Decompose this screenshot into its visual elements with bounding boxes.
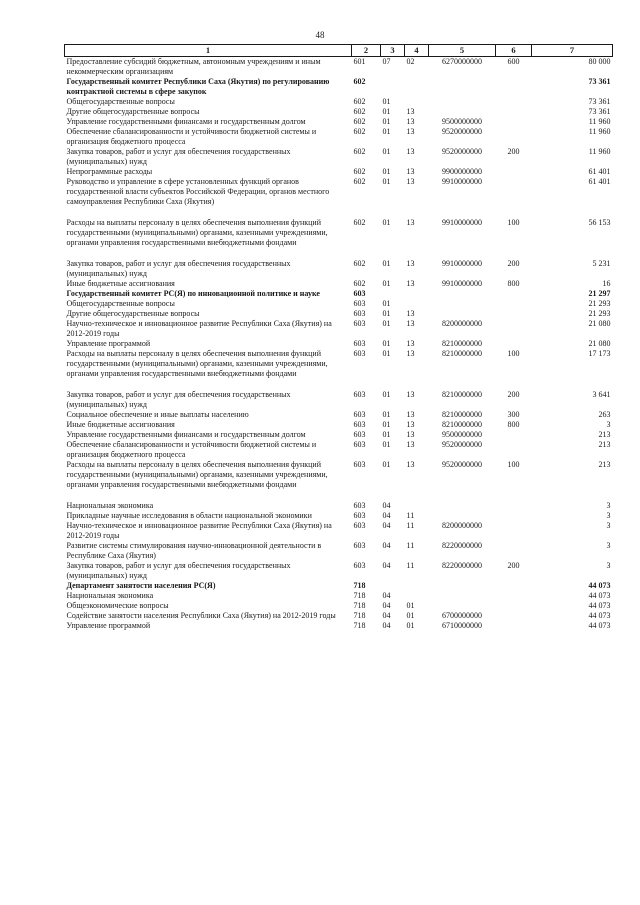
row-code-subsection: 11 xyxy=(406,521,415,530)
row-amount: 73 361 xyxy=(588,77,611,86)
row-code-subsection xyxy=(405,581,429,591)
row-code-target xyxy=(429,601,496,611)
header-col-5: 5 xyxy=(429,45,496,57)
row-amount: 3 xyxy=(606,420,611,429)
row-code-subsection: 13 xyxy=(406,349,415,358)
table-row xyxy=(65,591,613,601)
table-row xyxy=(65,581,613,591)
row-amount: 44 073 xyxy=(588,601,611,610)
row-code-type: 200 xyxy=(507,390,520,399)
row-amount: 3 xyxy=(606,521,611,530)
row-name: Закупка товаров, работ и услуг для обеспечения государственных (муниципальных) нужд xyxy=(66,147,291,166)
row-name: Прикладные научные исследования в области национальной экономики xyxy=(66,511,312,520)
table-row xyxy=(65,541,613,561)
row-code-section: 01 xyxy=(382,127,391,136)
table-row xyxy=(65,561,613,581)
row-amount: 5 231 xyxy=(592,259,611,268)
row-code-type xyxy=(496,77,532,97)
table-row xyxy=(65,410,613,420)
row-code-subsection xyxy=(405,299,429,309)
row-code-admin: 602 xyxy=(353,279,366,288)
table-row xyxy=(65,167,613,177)
row-name: Управление программой xyxy=(66,621,151,630)
row-code-type: 800 xyxy=(507,279,520,288)
row-code-type xyxy=(496,501,532,511)
row-code-type: 300 xyxy=(507,410,520,419)
row-amount: 44 073 xyxy=(588,581,611,590)
row-name: Иные бюджетные ассигнования xyxy=(66,420,175,429)
row-code-section: 07 xyxy=(382,57,391,66)
table-row xyxy=(65,501,613,511)
row-code-section: 01 xyxy=(382,117,391,126)
row-code-admin: 603 xyxy=(353,299,366,308)
table-row xyxy=(65,289,613,299)
row-code-type: 200 xyxy=(507,147,520,156)
row-code-subsection: 13 xyxy=(406,390,415,399)
table-row xyxy=(65,97,613,107)
row-name: Обеспечение сбалансированности и устойчивости бюджетной системы и организация бюджетного процесса xyxy=(66,440,317,459)
row-code-admin: 718 xyxy=(353,591,366,600)
row-code-target: 9520000000 xyxy=(442,127,482,136)
row-code-target: 6710000000 xyxy=(442,621,482,630)
row-code-subsection: 01 xyxy=(406,611,415,620)
row-name: Общеэкономические вопросы xyxy=(66,601,169,610)
row-code-admin: 718 xyxy=(353,621,366,630)
row-amount: 213 xyxy=(598,460,611,469)
row-amount: 21 080 xyxy=(588,319,611,328)
row-code-subsection xyxy=(405,591,429,601)
row-code-target xyxy=(429,501,496,511)
table-row xyxy=(65,259,613,279)
row-code-admin: 603 xyxy=(353,309,366,318)
table-row xyxy=(65,177,613,218)
row-amount: 11 960 xyxy=(588,127,611,136)
row-name: Непрограммные расходы xyxy=(66,167,153,176)
row-code-type: 100 xyxy=(507,218,520,227)
row-name: Общегосударственные вопросы xyxy=(66,299,175,308)
table-row xyxy=(65,299,613,309)
row-code-admin: 603 xyxy=(353,420,366,429)
row-code-type xyxy=(496,177,532,218)
row-code-target: 8210000000 xyxy=(442,349,482,358)
row-code-target: 6700000000 xyxy=(442,611,482,620)
row-code-subsection: 13 xyxy=(406,147,415,156)
row-code-target: 8200000000 xyxy=(442,521,482,530)
row-code-admin: 603 xyxy=(353,410,366,419)
row-amount: 61 401 xyxy=(588,177,611,186)
row-code-section: 01 xyxy=(382,319,391,328)
row-code-admin: 603 xyxy=(353,319,366,328)
row-code-type xyxy=(496,581,532,591)
row-code-subsection: 13 xyxy=(406,440,415,449)
row-code-target: 9910000000 xyxy=(442,218,482,227)
row-amount: 3 xyxy=(606,511,611,520)
row-code-section: 01 xyxy=(382,410,391,419)
row-code-type xyxy=(496,591,532,601)
row-code-target: 9520000000 xyxy=(442,440,482,449)
row-amount: 21 297 xyxy=(588,289,611,298)
row-code-type xyxy=(496,289,532,299)
row-code-subsection: 13 xyxy=(406,117,415,126)
row-name: Закупка товаров, работ и услуг для обеспечения государственных (муниципальных) нужд xyxy=(66,561,291,580)
page-number: 48 xyxy=(315,30,325,40)
row-amount: 80 000 xyxy=(588,57,611,66)
row-name: Управление государственными финансами и государственным долгом xyxy=(66,117,306,126)
row-code-admin: 603 xyxy=(353,521,366,530)
row-code-type: 200 xyxy=(507,561,520,570)
row-name: Национальная экономика xyxy=(66,501,154,510)
row-code-target: 9910000000 xyxy=(442,177,482,186)
row-code-section: 01 xyxy=(382,97,391,106)
row-code-admin: 718 xyxy=(353,611,366,620)
row-amount: 44 073 xyxy=(588,611,611,620)
row-code-subsection xyxy=(405,501,429,511)
row-code-target: 9520000000 xyxy=(442,460,482,469)
row-code-section: 01 xyxy=(382,299,391,308)
row-code-section: 01 xyxy=(382,349,391,358)
table-row xyxy=(65,349,613,390)
row-code-admin: 603 xyxy=(353,511,366,520)
row-code-admin: 602 xyxy=(353,218,366,227)
row-code-type xyxy=(496,97,532,107)
row-code-section: 01 xyxy=(382,430,391,439)
row-code-admin: 602 xyxy=(353,97,366,106)
row-code-type: 600 xyxy=(507,57,520,66)
row-code-target: 8200000000 xyxy=(442,319,482,328)
row-amount: 213 xyxy=(598,430,611,439)
row-amount: 11 960 xyxy=(588,117,611,126)
row-code-type xyxy=(496,430,532,440)
row-code-subsection: 13 xyxy=(406,167,415,176)
row-code-section: 01 xyxy=(382,218,391,227)
table-row xyxy=(65,279,613,289)
header-col-6: 6 xyxy=(496,45,532,57)
row-code-section: 01 xyxy=(382,420,391,429)
table-row xyxy=(65,107,613,117)
row-name: Общегосударственные вопросы xyxy=(66,97,175,106)
row-code-target: 8220000000 xyxy=(442,561,482,570)
row-name: Предоставление субсидий бюджетным, автономным учреждениям и иным некоммерческим организациям xyxy=(66,57,321,76)
row-code-subsection xyxy=(405,97,429,107)
row-code-type xyxy=(496,107,532,117)
row-amount: 21 293 xyxy=(588,309,611,318)
row-amount: 213 xyxy=(598,440,611,449)
row-code-section: 04 xyxy=(382,591,391,600)
row-code-target: 8210000000 xyxy=(442,339,482,348)
table-header xyxy=(65,45,613,57)
table-row xyxy=(65,430,613,440)
row-code-admin: 602 xyxy=(353,117,366,126)
row-code-type xyxy=(496,127,532,147)
row-code-subsection: 13 xyxy=(406,339,415,348)
row-code-admin: 603 xyxy=(353,501,366,510)
row-code-target xyxy=(429,309,496,319)
row-code-subsection xyxy=(405,289,429,299)
row-amount: 16 xyxy=(602,279,611,288)
row-code-target: 9900000000 xyxy=(442,167,482,176)
row-code-target xyxy=(429,511,496,521)
row-code-section: 01 xyxy=(382,107,391,116)
row-code-admin: 602 xyxy=(353,127,366,136)
row-code-subsection: 02 xyxy=(406,57,415,66)
row-amount: 21 080 xyxy=(588,339,611,348)
row-code-type xyxy=(496,309,532,319)
row-code-target: 9500000000 xyxy=(442,430,482,439)
row-code-admin: 718 xyxy=(353,601,366,610)
table-row xyxy=(65,127,613,147)
row-name: Управление программой xyxy=(66,339,151,348)
row-code-target xyxy=(429,107,496,117)
row-code-subsection: 13 xyxy=(406,460,415,469)
row-code-subsection xyxy=(405,77,429,97)
row-code-type xyxy=(496,611,532,621)
header-row xyxy=(65,45,613,57)
row-code-type xyxy=(496,319,532,339)
row-code-subsection: 13 xyxy=(406,218,415,227)
row-code-subsection: 01 xyxy=(406,621,415,630)
row-code-section: 04 xyxy=(382,501,391,510)
row-code-type xyxy=(496,601,532,611)
table-row xyxy=(65,319,613,339)
row-amount: 44 073 xyxy=(588,621,611,630)
row-code-admin: 603 xyxy=(353,430,366,439)
row-code-subsection: 13 xyxy=(406,127,415,136)
row-code-type xyxy=(496,299,532,309)
row-code-target xyxy=(429,299,496,309)
table-row xyxy=(65,117,613,127)
row-code-section: 01 xyxy=(382,177,391,186)
table-row xyxy=(65,601,613,611)
table-row xyxy=(65,390,613,410)
row-amount: 3 641 xyxy=(592,390,611,399)
table-row xyxy=(65,440,613,460)
row-code-type: 100 xyxy=(507,460,520,469)
row-code-type: 200 xyxy=(507,259,520,268)
row-code-admin: 602 xyxy=(353,147,366,156)
row-name: Обеспечение сбалансированности и устойчивости бюджетной системы и организация бюджетного процесса xyxy=(66,127,317,146)
row-code-type xyxy=(496,621,532,631)
row-code-section: 04 xyxy=(382,541,391,550)
row-code-target: 8210000000 xyxy=(442,420,482,429)
row-name: Национальная экономика xyxy=(66,591,154,600)
row-name: Развитие системы стимулирования научно-инновационной деятельности в Республике Саха (Якутия) xyxy=(66,541,322,560)
row-name: Расходы на выплаты персоналу в целях обеспечения выполнения функций государственными (муниципальными) органами, казенными учреждениями, органами управления государственными внебюджетными фондами xyxy=(66,349,328,378)
row-code-section: 04 xyxy=(382,521,391,530)
row-name: Другие общегосударственные вопросы xyxy=(66,309,200,318)
row-name: Иные бюджетные ассигнования xyxy=(66,279,175,288)
row-name: Закупка товаров, работ и услуг для обеспечения государственных (муниципальных) нужд xyxy=(66,390,291,409)
row-code-target: 8210000000 xyxy=(442,390,482,399)
row-code-subsection: 13 xyxy=(406,107,415,116)
row-code-section: 01 xyxy=(382,440,391,449)
row-amount: 21 293 xyxy=(588,299,611,308)
row-name: Социальное обеспечение и иные выплаты населению xyxy=(66,410,249,419)
row-name: Содействие занятости населения Республики Саха (Якутия) на 2012-2019 годы xyxy=(66,611,336,620)
row-code-admin: 602 xyxy=(353,259,366,268)
table-row xyxy=(65,460,613,501)
row-amount: 73 361 xyxy=(588,97,611,106)
header-col-4: 4 xyxy=(405,45,429,57)
row-code-subsection: 13 xyxy=(406,279,415,288)
row-code-subsection: 11 xyxy=(406,561,415,570)
row-code-section: 04 xyxy=(382,511,391,520)
row-code-section: 04 xyxy=(382,601,391,610)
row-code-admin: 718 xyxy=(353,581,366,590)
row-amount: 263 xyxy=(598,410,611,419)
row-code-target xyxy=(429,289,496,299)
row-code-target: 6270000000 xyxy=(442,57,482,66)
row-code-target: 9910000000 xyxy=(442,259,482,268)
row-code-admin: 603 xyxy=(353,339,366,348)
budget-table xyxy=(64,44,613,631)
row-name: Расходы на выплаты персоналу в целях обеспечения выполнения функций государственными (муниципальными) органами, казенными учреждениями, органами управления государственными внебюджетными фондами xyxy=(66,460,328,489)
row-code-admin: 603 xyxy=(353,561,366,570)
row-code-subsection: 01 xyxy=(406,601,415,610)
row-code-section: 01 xyxy=(382,259,391,268)
row-code-admin: 602 xyxy=(353,177,366,186)
table-row xyxy=(65,621,613,631)
row-code-type xyxy=(496,511,532,521)
row-code-section: 01 xyxy=(382,167,391,176)
row-name: Другие общегосударственные вопросы xyxy=(66,107,200,116)
row-code-section xyxy=(381,581,405,591)
row-code-subsection: 11 xyxy=(406,511,415,520)
row-code-section: 04 xyxy=(382,611,391,620)
row-code-admin: 602 xyxy=(353,167,366,176)
row-code-subsection: 13 xyxy=(406,259,415,268)
row-code-type xyxy=(496,339,532,349)
row-code-target xyxy=(429,581,496,591)
header-col-7: 7 xyxy=(532,45,613,57)
table-row xyxy=(65,339,613,349)
row-code-subsection: 13 xyxy=(406,309,415,318)
header-col-3: 3 xyxy=(381,45,405,57)
row-code-admin: 602 xyxy=(353,107,366,116)
row-name: Научно-техническое и инновационное развитие Республики Саха (Якутия) на 2012-2019 годы xyxy=(66,521,332,540)
row-name: Государственный комитет РС(Я) по инновационной политике и науке xyxy=(66,289,320,298)
row-code-subsection: 13 xyxy=(406,177,415,186)
row-code-target xyxy=(429,77,496,97)
row-code-type xyxy=(496,117,532,127)
table-row xyxy=(65,511,613,521)
table-row xyxy=(65,218,613,259)
row-code-admin: 603 xyxy=(353,349,366,358)
row-name: Руководство и управление в сфере установленных функций органов государственной власти субъектов Российской Федерации, органов местного самоуправления Республики Саха (Якутия) xyxy=(66,177,330,206)
row-name: Государственный комитет Республики Саха (Якутия) по регулированию контрактной системы в сфере закупок xyxy=(66,77,330,96)
row-code-subsection: 11 xyxy=(406,541,415,550)
row-code-admin: 603 xyxy=(353,440,366,449)
row-amount: 3 xyxy=(606,541,611,550)
row-code-section: 04 xyxy=(382,561,391,570)
row-code-section xyxy=(381,289,405,299)
table-row xyxy=(65,77,613,97)
row-name: Закупка товаров, работ и услуг для обеспечения государственных (муниципальных) нужд xyxy=(66,259,291,278)
row-code-subsection: 13 xyxy=(406,430,415,439)
row-code-target: 9910000000 xyxy=(442,279,482,288)
table-row xyxy=(65,611,613,621)
row-code-section: 01 xyxy=(382,339,391,348)
row-code-admin: 603 xyxy=(353,460,366,469)
row-code-section: 01 xyxy=(382,147,391,156)
row-code-admin: 601 xyxy=(353,57,366,66)
row-amount: 3 xyxy=(606,561,611,570)
row-code-target: 9500000000 xyxy=(442,117,482,126)
row-code-subsection: 13 xyxy=(406,319,415,328)
row-code-admin: 603 xyxy=(353,541,366,550)
row-code-target: 9520000000 xyxy=(442,147,482,156)
row-code-type xyxy=(496,167,532,177)
row-code-type: 100 xyxy=(507,349,520,358)
row-code-admin: 603 xyxy=(353,289,366,298)
row-code-subsection: 13 xyxy=(406,420,415,429)
header-col-1: 1 xyxy=(65,45,352,57)
row-name: Расходы на выплаты персоналу в целях обеспечения выполнения функций государственными (муниципальными) органами, казенными учреждениями, органами управления государственными внебюджетными фондами xyxy=(66,218,328,247)
row-code-type xyxy=(496,440,532,460)
table-row xyxy=(65,57,613,78)
row-name: Департамент занятости населения РС(Я) xyxy=(66,581,216,590)
row-amount: 61 401 xyxy=(588,167,611,176)
row-code-admin: 602 xyxy=(353,77,366,86)
row-code-section: 01 xyxy=(382,309,391,318)
row-code-target: 8210000000 xyxy=(442,410,482,419)
row-code-admin: 603 xyxy=(353,390,366,399)
row-amount: 73 361 xyxy=(588,107,611,116)
row-code-target xyxy=(429,591,496,601)
table-row xyxy=(65,147,613,167)
row-code-section: 01 xyxy=(382,390,391,399)
table-body xyxy=(65,57,613,632)
row-name: Научно-техническое и инновационное развитие Республики Саха (Якутия) на 2012-2019 годы xyxy=(66,319,332,338)
row-code-target: 8220000000 xyxy=(442,541,482,550)
row-code-section xyxy=(381,77,405,97)
row-name: Управление государственными финансами и государственным долгом xyxy=(66,430,306,439)
row-amount: 3 xyxy=(606,501,611,510)
row-code-target xyxy=(429,97,496,107)
row-amount: 44 073 xyxy=(588,591,611,600)
row-code-section: 01 xyxy=(382,460,391,469)
row-amount: 17 173 xyxy=(588,349,611,358)
row-code-subsection: 13 xyxy=(406,410,415,419)
row-code-section: 04 xyxy=(382,621,391,630)
row-code-section: 01 xyxy=(382,279,391,288)
row-amount: 11 960 xyxy=(588,147,611,156)
row-code-type: 800 xyxy=(507,420,520,429)
row-amount: 56 153 xyxy=(588,218,611,227)
header-col-2: 2 xyxy=(352,45,381,57)
row-code-type xyxy=(496,541,532,561)
row-code-type xyxy=(496,521,532,541)
table-row xyxy=(65,309,613,319)
table-row xyxy=(65,521,613,541)
table-row xyxy=(65,420,613,430)
